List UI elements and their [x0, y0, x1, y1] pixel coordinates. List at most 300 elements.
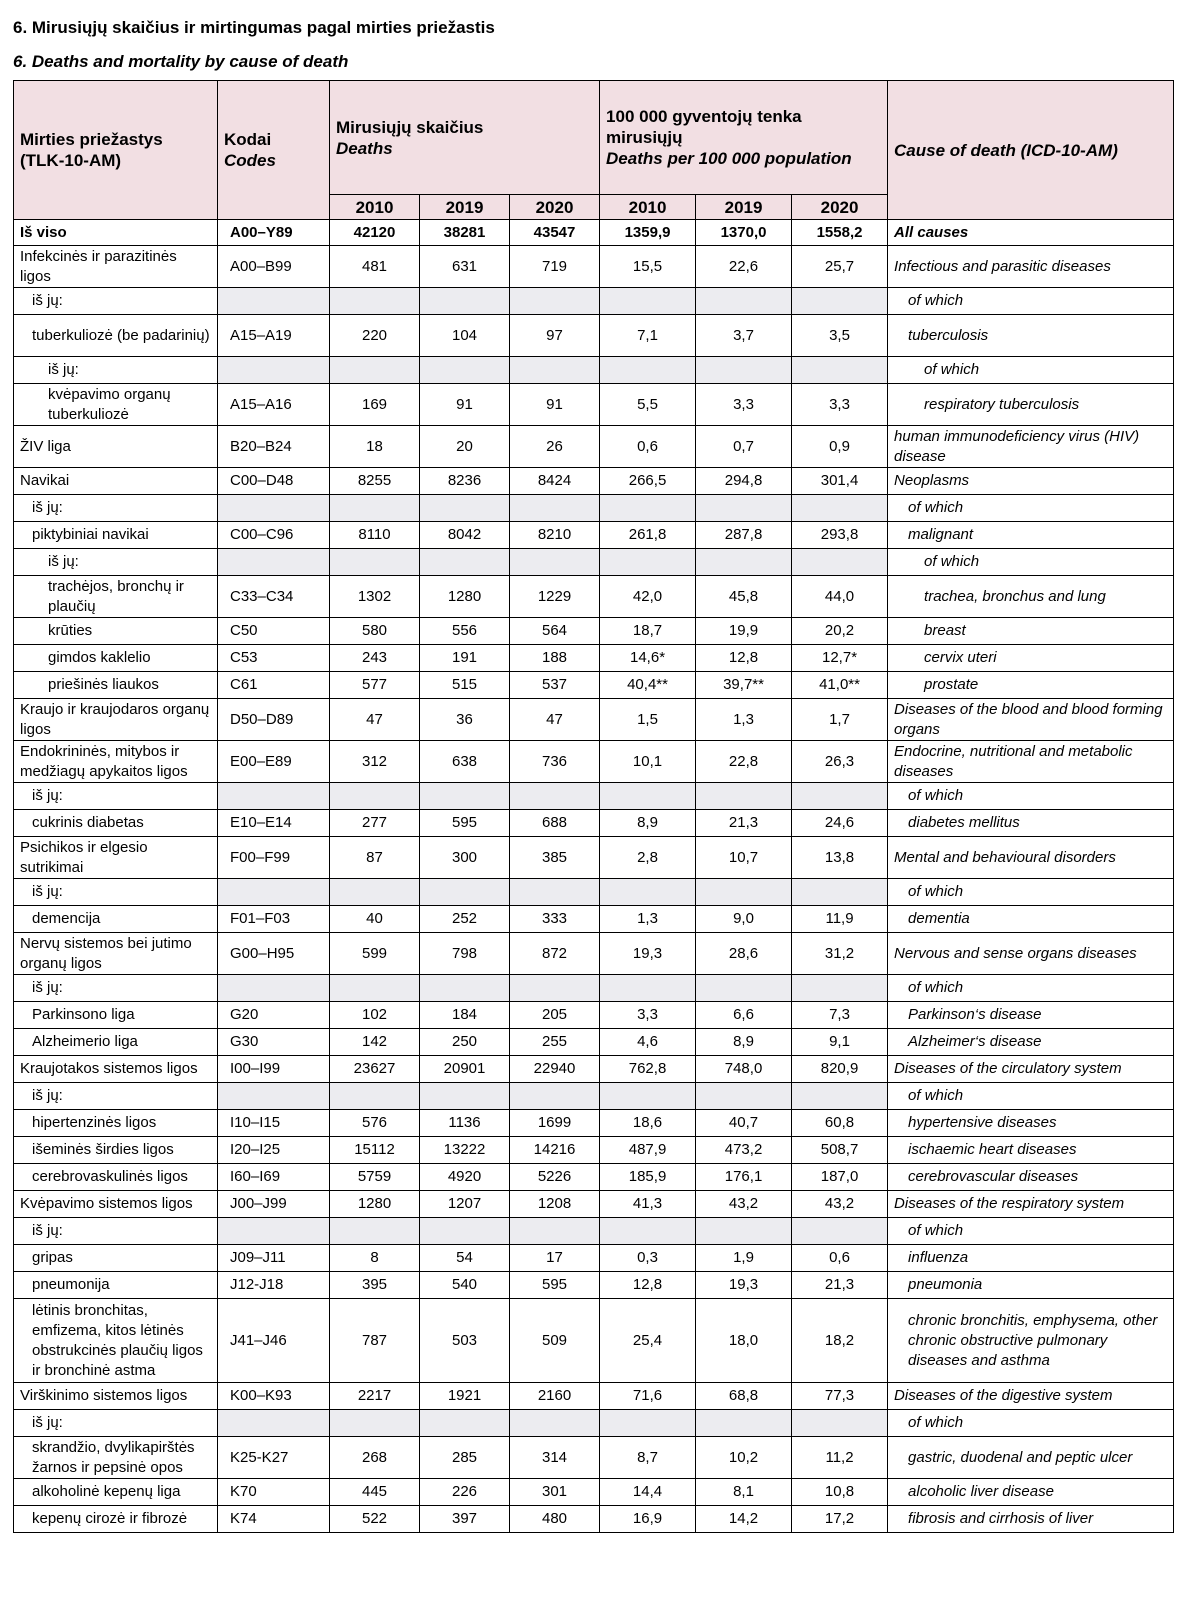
empty-cell: [792, 495, 888, 522]
empty-cell: [218, 1218, 330, 1245]
value-cell: 3,3: [696, 384, 792, 426]
cause-en-cell: of which: [888, 549, 1174, 576]
header-rate: 100 000 gyventojų tenka mirusiųjų Deaths per 100 000 population: [600, 81, 888, 195]
value-cell: 38281: [420, 220, 510, 246]
value-cell: 77,3: [792, 1383, 888, 1410]
value-cell: 10,2: [696, 1437, 792, 1479]
subheader-row: [14, 1410, 1174, 1437]
value-cell: 1,7: [792, 699, 888, 741]
value-cell: 47: [510, 699, 600, 741]
value-cell: 8236: [420, 468, 510, 495]
value-cell: 7,1: [600, 315, 696, 357]
code-cell: G30: [218, 1029, 330, 1056]
value-cell: 4,6: [600, 1029, 696, 1056]
value-cell: 12,7*: [792, 645, 888, 672]
value-cell: 333: [510, 906, 600, 933]
value-cell: 473,2: [696, 1137, 792, 1164]
cause-en-cell: of which: [888, 288, 1174, 315]
value-cell: 31,2: [792, 933, 888, 975]
table-row: [14, 645, 1174, 672]
value-cell: 2,8: [600, 837, 696, 879]
table-title-lt: 6. Mirusiųjų skaičius ir mirtingumas pagal mirties priežastis: [13, 18, 495, 37]
value-cell: 13222: [420, 1137, 510, 1164]
cause-lt-cell: iš jų:: [14, 357, 218, 384]
cause-en-cell: Infectious and parasitic diseases: [888, 246, 1174, 288]
value-cell: 8,7: [600, 1437, 696, 1479]
table-row: [14, 741, 1174, 783]
cause-lt-cell: Kraujo ir kraujodaros organų ligos: [14, 699, 218, 741]
value-cell: 22,6: [696, 246, 792, 288]
cause-lt-cell: iš jų:: [14, 288, 218, 315]
value-cell: 294,8: [696, 468, 792, 495]
cause-lt-cell: Psichikos ir elgesio sutrikimai: [14, 837, 218, 879]
value-cell: 3,3: [600, 1002, 696, 1029]
empty-cell: [510, 975, 600, 1002]
value-cell: 42,0: [600, 576, 696, 618]
cause-en-cell: of which: [888, 879, 1174, 906]
cause-en-cell: Neoplasms: [888, 468, 1174, 495]
value-cell: 301: [510, 1479, 600, 1506]
value-cell: 18,6: [600, 1110, 696, 1137]
value-cell: 47: [330, 699, 420, 741]
empty-cell: [218, 288, 330, 315]
empty-cell: [696, 783, 792, 810]
value-cell: 312: [330, 741, 420, 783]
value-cell: 8,1: [696, 1479, 792, 1506]
value-cell: 385: [510, 837, 600, 879]
value-cell: 13,8: [792, 837, 888, 879]
value-cell: 60,8: [792, 1110, 888, 1137]
empty-cell: [792, 1410, 888, 1437]
cause-lt-cell: Parkinsono liga: [14, 1002, 218, 1029]
empty-cell: [510, 495, 600, 522]
empty-cell: [792, 783, 888, 810]
value-cell: 577: [330, 672, 420, 699]
cause-lt-cell: demencija: [14, 906, 218, 933]
value-cell: 10,7: [696, 837, 792, 879]
value-cell: 102: [330, 1002, 420, 1029]
table-body: [14, 220, 1174, 1533]
year-header: 2010: [600, 195, 696, 220]
code-cell: E00–E89: [218, 741, 330, 783]
cause-lt-cell: išeminės širdies ligos: [14, 1137, 218, 1164]
code-cell: A15–A16: [218, 384, 330, 426]
empty-cell: [792, 975, 888, 1002]
empty-cell: [600, 495, 696, 522]
code-cell: A00–Y89: [218, 220, 330, 246]
cause-lt-cell: gripas: [14, 1245, 218, 1272]
value-cell: 26,3: [792, 741, 888, 783]
empty-cell: [218, 783, 330, 810]
cause-en-cell: gastric, duodenal and peptic ulcer: [888, 1437, 1174, 1479]
value-cell: 15112: [330, 1137, 420, 1164]
cause-en-cell: fibrosis and cirrhosis of liver: [888, 1506, 1174, 1533]
value-cell: 293,8: [792, 522, 888, 549]
empty-cell: [218, 495, 330, 522]
cause-lt-cell: skrandžio, dvylikapirštės žarnos ir pepsinė opos: [14, 1437, 218, 1479]
value-cell: 599: [330, 933, 420, 975]
cause-lt-cell: iš jų:: [14, 495, 218, 522]
empty-cell: [510, 549, 600, 576]
value-cell: 595: [420, 810, 510, 837]
value-cell: 91: [420, 384, 510, 426]
value-cell: 87: [330, 837, 420, 879]
cause-lt-cell: lėtinis bronchitas, emfizema, kitos lėtinės obstrukcinės plaučių ligos ir bronchinė astma: [14, 1299, 218, 1383]
value-cell: 5759: [330, 1164, 420, 1191]
table-row: [14, 810, 1174, 837]
empty-cell: [420, 975, 510, 1002]
empty-cell: [510, 879, 600, 906]
cause-lt-cell: iš jų:: [14, 549, 218, 576]
value-cell: 1,9: [696, 1245, 792, 1272]
value-cell: 787: [330, 1299, 420, 1383]
value-cell: 188: [510, 645, 600, 672]
cause-lt-cell: alkoholinė kepenų liga: [14, 1479, 218, 1506]
value-cell: 21,3: [696, 810, 792, 837]
empty-cell: [420, 495, 510, 522]
value-cell: 445: [330, 1479, 420, 1506]
header-cause-en: Cause of death (ICD-10-AM): [888, 81, 1174, 220]
value-cell: 142: [330, 1029, 420, 1056]
cause-lt-cell: iš jų:: [14, 1083, 218, 1110]
value-cell: 1699: [510, 1110, 600, 1137]
table-row: [14, 426, 1174, 468]
value-cell: 25,7: [792, 246, 888, 288]
value-cell: 8,9: [600, 810, 696, 837]
cause-lt-cell: iš jų:: [14, 879, 218, 906]
code-cell: F00–F99: [218, 837, 330, 879]
value-cell: 0,7: [696, 426, 792, 468]
value-cell: 287,8: [696, 522, 792, 549]
cause-lt-cell: hipertenzinės ligos: [14, 1110, 218, 1137]
empty-cell: [420, 1218, 510, 1245]
value-cell: 397: [420, 1506, 510, 1533]
empty-cell: [420, 783, 510, 810]
cause-lt-cell: pneumonija: [14, 1272, 218, 1299]
value-cell: 226: [420, 1479, 510, 1506]
empty-cell: [330, 357, 420, 384]
year-header: 2010: [330, 195, 420, 220]
value-cell: 21,3: [792, 1272, 888, 1299]
code-cell: K70: [218, 1479, 330, 1506]
table-row: [14, 933, 1174, 975]
value-cell: 11,2: [792, 1437, 888, 1479]
empty-cell: [330, 288, 420, 315]
empty-cell: [792, 357, 888, 384]
value-cell: 301,4: [792, 468, 888, 495]
subheader-row: [14, 1083, 1174, 1110]
value-cell: 220: [330, 315, 420, 357]
empty-cell: [420, 549, 510, 576]
table-row: [14, 576, 1174, 618]
value-cell: 1,3: [600, 906, 696, 933]
subheader-row: [14, 975, 1174, 1002]
table-row: [14, 1272, 1174, 1299]
value-cell: 23627: [330, 1056, 420, 1083]
empty-cell: [330, 879, 420, 906]
table-row: [14, 906, 1174, 933]
empty-cell: [420, 288, 510, 315]
empty-cell: [510, 1083, 600, 1110]
code-cell: I60–I69: [218, 1164, 330, 1191]
value-cell: 8424: [510, 468, 600, 495]
cause-lt-cell: cukrinis diabetas: [14, 810, 218, 837]
value-cell: 1,3: [696, 699, 792, 741]
value-cell: 91: [510, 384, 600, 426]
table-row: [14, 1056, 1174, 1083]
value-cell: 595: [510, 1272, 600, 1299]
value-cell: 1558,2: [792, 220, 888, 246]
code-cell: C61: [218, 672, 330, 699]
value-cell: 41,3: [600, 1191, 696, 1218]
value-cell: 285: [420, 1437, 510, 1479]
empty-cell: [218, 975, 330, 1002]
value-cell: 191: [420, 645, 510, 672]
empty-cell: [600, 288, 696, 315]
cause-en-cell: of which: [888, 1410, 1174, 1437]
cause-en-cell: respiratory tuberculosis: [888, 384, 1174, 426]
table-row: [14, 1137, 1174, 1164]
code-cell: C53: [218, 645, 330, 672]
cause-lt-cell: Virškinimo sistemos ligos: [14, 1383, 218, 1410]
value-cell: 8,9: [696, 1029, 792, 1056]
value-cell: 68,8: [696, 1383, 792, 1410]
cause-lt-cell: piktybiniai navikai: [14, 522, 218, 549]
value-cell: 10,1: [600, 741, 696, 783]
value-cell: 18: [330, 426, 420, 468]
value-cell: 1370,0: [696, 220, 792, 246]
cause-lt-cell: iš jų:: [14, 1218, 218, 1245]
value-cell: 1136: [420, 1110, 510, 1137]
cause-lt-cell: Kraujotakos sistemos ligos: [14, 1056, 218, 1083]
table-row: [14, 522, 1174, 549]
value-cell: 2217: [330, 1383, 420, 1410]
value-cell: 24,6: [792, 810, 888, 837]
code-cell: D50–D89: [218, 699, 330, 741]
value-cell: 18,0: [696, 1299, 792, 1383]
value-cell: 509: [510, 1299, 600, 1383]
empty-cell: [600, 1218, 696, 1245]
code-cell: C00–D48: [218, 468, 330, 495]
cause-lt-cell: priešinės liaukos: [14, 672, 218, 699]
value-cell: 20: [420, 426, 510, 468]
value-cell: 2160: [510, 1383, 600, 1410]
value-cell: 719: [510, 246, 600, 288]
cause-en-cell: of which: [888, 975, 1174, 1002]
empty-cell: [510, 783, 600, 810]
code-cell: A15–A19: [218, 315, 330, 357]
cause-lt-cell: iš jų:: [14, 1410, 218, 1437]
empty-cell: [600, 549, 696, 576]
cause-en-cell: of which: [888, 1218, 1174, 1245]
value-cell: 15,5: [600, 246, 696, 288]
cause-lt-cell: kepenų cirozė ir fibrozė: [14, 1506, 218, 1533]
empty-cell: [696, 495, 792, 522]
table-row: [14, 1479, 1174, 1506]
header-cause-lt: Mirties priežastys (TLK-10-AM): [14, 81, 218, 220]
empty-cell: [420, 357, 510, 384]
value-cell: 18,7: [600, 618, 696, 645]
empty-cell: [218, 549, 330, 576]
empty-cell: [696, 288, 792, 315]
value-cell: 8255: [330, 468, 420, 495]
code-cell: F01–F03: [218, 906, 330, 933]
value-cell: 14,4: [600, 1479, 696, 1506]
table-row: [14, 618, 1174, 645]
value-cell: 10,8: [792, 1479, 888, 1506]
value-cell: 205: [510, 1002, 600, 1029]
value-cell: 54: [420, 1245, 510, 1272]
value-cell: 25,4: [600, 1299, 696, 1383]
cause-en-cell: Nervous and sense organs diseases: [888, 933, 1174, 975]
value-cell: 26: [510, 426, 600, 468]
empty-cell: [696, 879, 792, 906]
value-cell: 4920: [420, 1164, 510, 1191]
subheader-row: [14, 357, 1174, 384]
value-cell: 71,6: [600, 1383, 696, 1410]
value-cell: 9,1: [792, 1029, 888, 1056]
table-row: [14, 468, 1174, 495]
value-cell: 480: [510, 1506, 600, 1533]
table-row: [14, 1506, 1174, 1533]
value-cell: 1207: [420, 1191, 510, 1218]
value-cell: 43547: [510, 220, 600, 246]
value-cell: 16,9: [600, 1506, 696, 1533]
value-cell: 22940: [510, 1056, 600, 1083]
value-cell: 0,6: [792, 1245, 888, 1272]
code-cell: I10–I15: [218, 1110, 330, 1137]
value-cell: 40,7: [696, 1110, 792, 1137]
empty-cell: [696, 975, 792, 1002]
cause-en-cell: alcoholic liver disease: [888, 1479, 1174, 1506]
cause-lt-cell: Navikai: [14, 468, 218, 495]
cause-en-cell: ischaemic heart diseases: [888, 1137, 1174, 1164]
value-cell: 20901: [420, 1056, 510, 1083]
value-cell: 556: [420, 618, 510, 645]
code-cell: I20–I25: [218, 1137, 330, 1164]
code-cell: J09–J11: [218, 1245, 330, 1272]
cause-en-cell: All causes: [888, 220, 1174, 246]
empty-cell: [792, 549, 888, 576]
cause-en-cell: hypertensive diseases: [888, 1110, 1174, 1137]
cause-en-cell: Diseases of the blood and blood forming organs: [888, 699, 1174, 741]
code-cell: K74: [218, 1506, 330, 1533]
cause-en-cell: diabetes mellitus: [888, 810, 1174, 837]
value-cell: 0,9: [792, 426, 888, 468]
cause-lt-cell: Endokrininės, mitybos ir medžiagų apykaitos ligos: [14, 741, 218, 783]
value-cell: 540: [420, 1272, 510, 1299]
value-cell: 17,2: [792, 1506, 888, 1533]
value-cell: 40: [330, 906, 420, 933]
value-cell: 7,3: [792, 1002, 888, 1029]
value-cell: 185,9: [600, 1164, 696, 1191]
cause-en-cell: Mental and behavioural disorders: [888, 837, 1174, 879]
value-cell: 187,0: [792, 1164, 888, 1191]
value-cell: 19,3: [696, 1272, 792, 1299]
empty-cell: [330, 495, 420, 522]
cause-en-cell: Endocrine, nutritional and metabolic diseases: [888, 741, 1174, 783]
code-cell: B20–B24: [218, 426, 330, 468]
value-cell: 18,2: [792, 1299, 888, 1383]
value-cell: 266,5: [600, 468, 696, 495]
empty-cell: [330, 1218, 420, 1245]
empty-cell: [218, 1083, 330, 1110]
value-cell: 43,2: [792, 1191, 888, 1218]
value-cell: 0,3: [600, 1245, 696, 1272]
empty-cell: [510, 357, 600, 384]
code-cell: C50: [218, 618, 330, 645]
value-cell: 8210: [510, 522, 600, 549]
cause-lt-cell: Nervų sistemos bei jutimo organų ligos: [14, 933, 218, 975]
empty-cell: [330, 975, 420, 1002]
value-cell: 255: [510, 1029, 600, 1056]
empty-cell: [420, 1410, 510, 1437]
value-cell: 20,2: [792, 618, 888, 645]
table-title-en: 6. Deaths and mortality by cause of death: [13, 52, 349, 71]
cause-lt-cell: krūties: [14, 618, 218, 645]
cause-en-cell: breast: [888, 618, 1174, 645]
empty-cell: [600, 1410, 696, 1437]
value-cell: 8042: [420, 522, 510, 549]
value-cell: 576: [330, 1110, 420, 1137]
value-cell: 277: [330, 810, 420, 837]
value-cell: 97: [510, 315, 600, 357]
cause-en-cell: trachea, bronchus and lung: [888, 576, 1174, 618]
empty-cell: [792, 288, 888, 315]
value-cell: 184: [420, 1002, 510, 1029]
value-cell: 564: [510, 618, 600, 645]
empty-cell: [510, 1218, 600, 1245]
table-row: [14, 1191, 1174, 1218]
cause-en-cell: cerebrovascular diseases: [888, 1164, 1174, 1191]
code-cell: E10–E14: [218, 810, 330, 837]
table-row: [14, 246, 1174, 288]
empty-cell: [218, 1410, 330, 1437]
value-cell: 481: [330, 246, 420, 288]
cause-lt-cell: iš jų:: [14, 975, 218, 1002]
value-cell: 42120: [330, 220, 420, 246]
code-cell: G20: [218, 1002, 330, 1029]
empty-cell: [600, 357, 696, 384]
empty-cell: [510, 288, 600, 315]
value-cell: 17: [510, 1245, 600, 1272]
value-cell: 537: [510, 672, 600, 699]
cause-en-cell: of which: [888, 1083, 1174, 1110]
value-cell: 5,5: [600, 384, 696, 426]
value-cell: 39,7**: [696, 672, 792, 699]
value-cell: 503: [420, 1299, 510, 1383]
value-cell: 638: [420, 741, 510, 783]
empty-cell: [420, 1083, 510, 1110]
table-row: [14, 672, 1174, 699]
subheader-row: [14, 879, 1174, 906]
table-row: [14, 1383, 1174, 1410]
value-cell: 5226: [510, 1164, 600, 1191]
value-cell: 19,9: [696, 618, 792, 645]
cause-en-cell: of which: [888, 495, 1174, 522]
header-codes: Kodai Codes: [218, 81, 330, 220]
value-cell: 762,8: [600, 1056, 696, 1083]
empty-cell: [330, 1083, 420, 1110]
code-cell: J12-J18: [218, 1272, 330, 1299]
code-cell: C33–C34: [218, 576, 330, 618]
value-cell: 395: [330, 1272, 420, 1299]
cause-en-cell: tuberculosis: [888, 315, 1174, 357]
code-cell: J00–J99: [218, 1191, 330, 1218]
table-row: [14, 1029, 1174, 1056]
value-cell: 28,6: [696, 933, 792, 975]
value-cell: 40,4**: [600, 672, 696, 699]
